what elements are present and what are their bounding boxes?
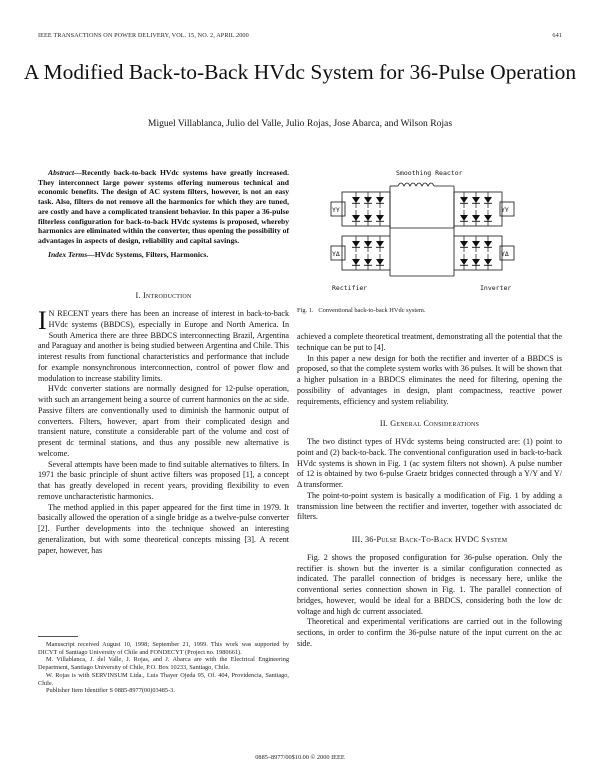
section-heading-introduction: [38, 291, 289, 300]
intro-paragraph-1: N RECENT years there has been an increase of interest in back-to-back HVdc systems (BBDCS), especially in Europe and North America. In South America there are three BBDCS interconnecting Brazil, Argentina and Paraguay and another is being studied between Argentina and Chile. This interest results from functional characteristics and performance that include for example nonsynchronous interconnection, control of power flow and modulation to increase stability limits.: [38, 309, 289, 383]
section-number: I.: [135, 291, 141, 300]
label-smoothing-reactor: Smoothing Reactor: [396, 169, 463, 177]
abstract-label: Abstract—: [48, 168, 82, 177]
pulse-paragraph-2: Theoretical and experimental verifications are carried out in the following sections, in order to confirm the 36-pulse nature of the input current on the ac side.: [297, 617, 562, 648]
label-yy-left: YY: [332, 206, 340, 214]
label-rectifier: Rectifier: [332, 284, 368, 292]
footnote-affiliation-2: W. Rojas is with SERVINSUM Ltda., Luis Thayer Ojeda 95, Of. 404, Providencia, Santiago, Chile.: [38, 671, 289, 687]
intro-paragraph-4: The method applied in this paper appeared for the first time in 1979. It basically allowed the operation of a single bridge as a twelve-pulse converter [2]. Further developments into the technique showed an interesting generalization, but with some theoretical concepts missing [3]. A recent paper, however, has: [38, 502, 289, 555]
drop-cap: I: [38, 306, 47, 335]
label-yd-right: YΔ: [501, 250, 509, 258]
label-yd-left: YΔ: [332, 250, 340, 258]
running-header: IEEE TRANSACTIONS ON POWER DELIVERY, VOL. 15, NO. 2, APRIL 2000: [38, 32, 249, 39]
index-terms-label: Index Terms—: [48, 249, 95, 259]
figure-1-caption: [297, 307, 562, 314]
right-column: [297, 332, 562, 650]
caption-number: Fig. 1.: [297, 307, 314, 314]
intro-continuation: achieved a complete theoretical treatment, demonstrating all the potential that the technique can be put to [4].: [297, 332, 562, 352]
intro-paragraph-2: HVdc converter stations are normally designed for 12-pulse operation, with such an arrangement being a source of current harmonics on the ac side. Passive filters are conventionally used to diminish the harmonic output of converters. Filters, however, apart from their complicated design and transient nature, constitute a considerable part of the volume and cost of present dc terminal stations, and thus any possible new alternative is welcome.: [38, 384, 289, 458]
footnote-affiliation-1: M. Villablanca, J. del Valle, J. Rojas, and J. Abarca are with the Electrical Engineering Department, Santiago University of Chile, P.O. Box 10233, Santiago, Chile.: [38, 656, 289, 672]
footnote-manuscript: Manuscript received August 10, 1998; September 21, 1999. This work was supported by DICYT of Santiago University of Chile and FONDECYT (Project no. 1980661).: [38, 641, 289, 656]
rectifier-diodes: [352, 192, 384, 270]
pulse-paragraph-1: Fig. 2 shows the proposed configuration for 36-pulse operation. Only the rectifier is shown but the inverter is a similar configuration connected as indicated. The parallel connection of bridges is necessary here, unlike the conventional series connection shown in Fig. 1. The parallel connection of bridges, however, would be ideal for a BBDCS, considering both the low dc voltage and high dc current associated.: [297, 552, 562, 616]
caption-text: Conventional back-to-back HVdc system.: [318, 307, 426, 314]
index-terms-text: HVdc Systems, Filters, Harmonics.: [94, 249, 209, 259]
intro-paragraph-3: Several attempts have been made to find suitable alternatives to filters. In 1971 the basic principle of shunt active filters was proposed [1], a concept that has greatly developed in recent years, providing flexibility to even remove uncharacteristic harmonics.: [38, 459, 289, 501]
footnote-rule: [38, 636, 78, 637]
smoothing-reactor-coil: [398, 183, 434, 186]
section-heading-general: [297, 419, 562, 430]
footnotes: [38, 641, 289, 695]
paper-title: A Modified Back-to-Back HVdc System for 36-Pulse Operation: [23, 60, 577, 84]
inverter-diodes: [460, 192, 492, 270]
author-list: Miguel Villablanca, Julio del Valle, Julio Rojas, Jose Abarca, and Wilson Rojas: [147, 118, 453, 129]
section-number: III.: [351, 535, 363, 544]
label-yy-right: YY: [501, 206, 509, 214]
figure-1-schematic: [330, 166, 520, 296]
abstract: [38, 168, 289, 259]
section-title: General Considerations: [390, 419, 480, 429]
intro-column: [38, 306, 289, 556]
section-title: Introduction: [142, 291, 192, 300]
section-heading-36-pulse: [297, 535, 562, 546]
intro-paragraph-5: In this paper a new design for both the rectifier and inverter of a BBDCS is proposed, so that the complete system works with 36 pulses. It will be shown that a higher pulsation in a BBDCS eliminates the need for filtering, opening the possibility of advantages in design, plant compactness, reactive power requirements, efficiency and system reliability.: [297, 353, 562, 406]
copyright-footer: 0885–8977/00$10.00 © 2000 IEEE: [255, 754, 345, 761]
general-paragraph-2: The point-to-point system is basically a modification of Fig. 1 by adding a transmission line between the rectifier and inverter, together with associated dc filters.: [297, 490, 562, 522]
section-number: II.: [379, 419, 389, 429]
label-inverter: Inverter: [480, 284, 512, 292]
footnote-identifier: Publisher Item Identifier S 0885-8977(00)03485-3.: [46, 687, 175, 695]
general-paragraph-1: The two distinct types of HVdc systems being constructed are: (1) point to point and (2) back-to-back. The conventional configuration used in back-to-back HVdc systems is shown in Fig. 1 (ac system filters not shown). A pulse number of 12 is obtained by two 6-pulse Graetz bridges connected through a Y/Y and Y/Δ transformer.: [297, 437, 562, 489]
section-title: 36-Pulse Back-To-Back HVDC System: [364, 535, 508, 544]
abstract-text: Recently back-to-back HVdc systems have greatly increased. They interconnect large power systems offering numerous technical and economic benefits. The design of AC system filters, however, is not an easy task. Also, filters do not remove all the harmonics for which they are tuned, are costly and have a complicated transient behavior. In this paper a 36-pulse filterless configuration for back-to-back HVdc systems is proposed, whereby harmonics are eliminated within the converter, thus opening the possibility of advantages in aspects of design, reliability and capital savings.: [38, 168, 289, 245]
page-number: 641: [552, 32, 562, 39]
